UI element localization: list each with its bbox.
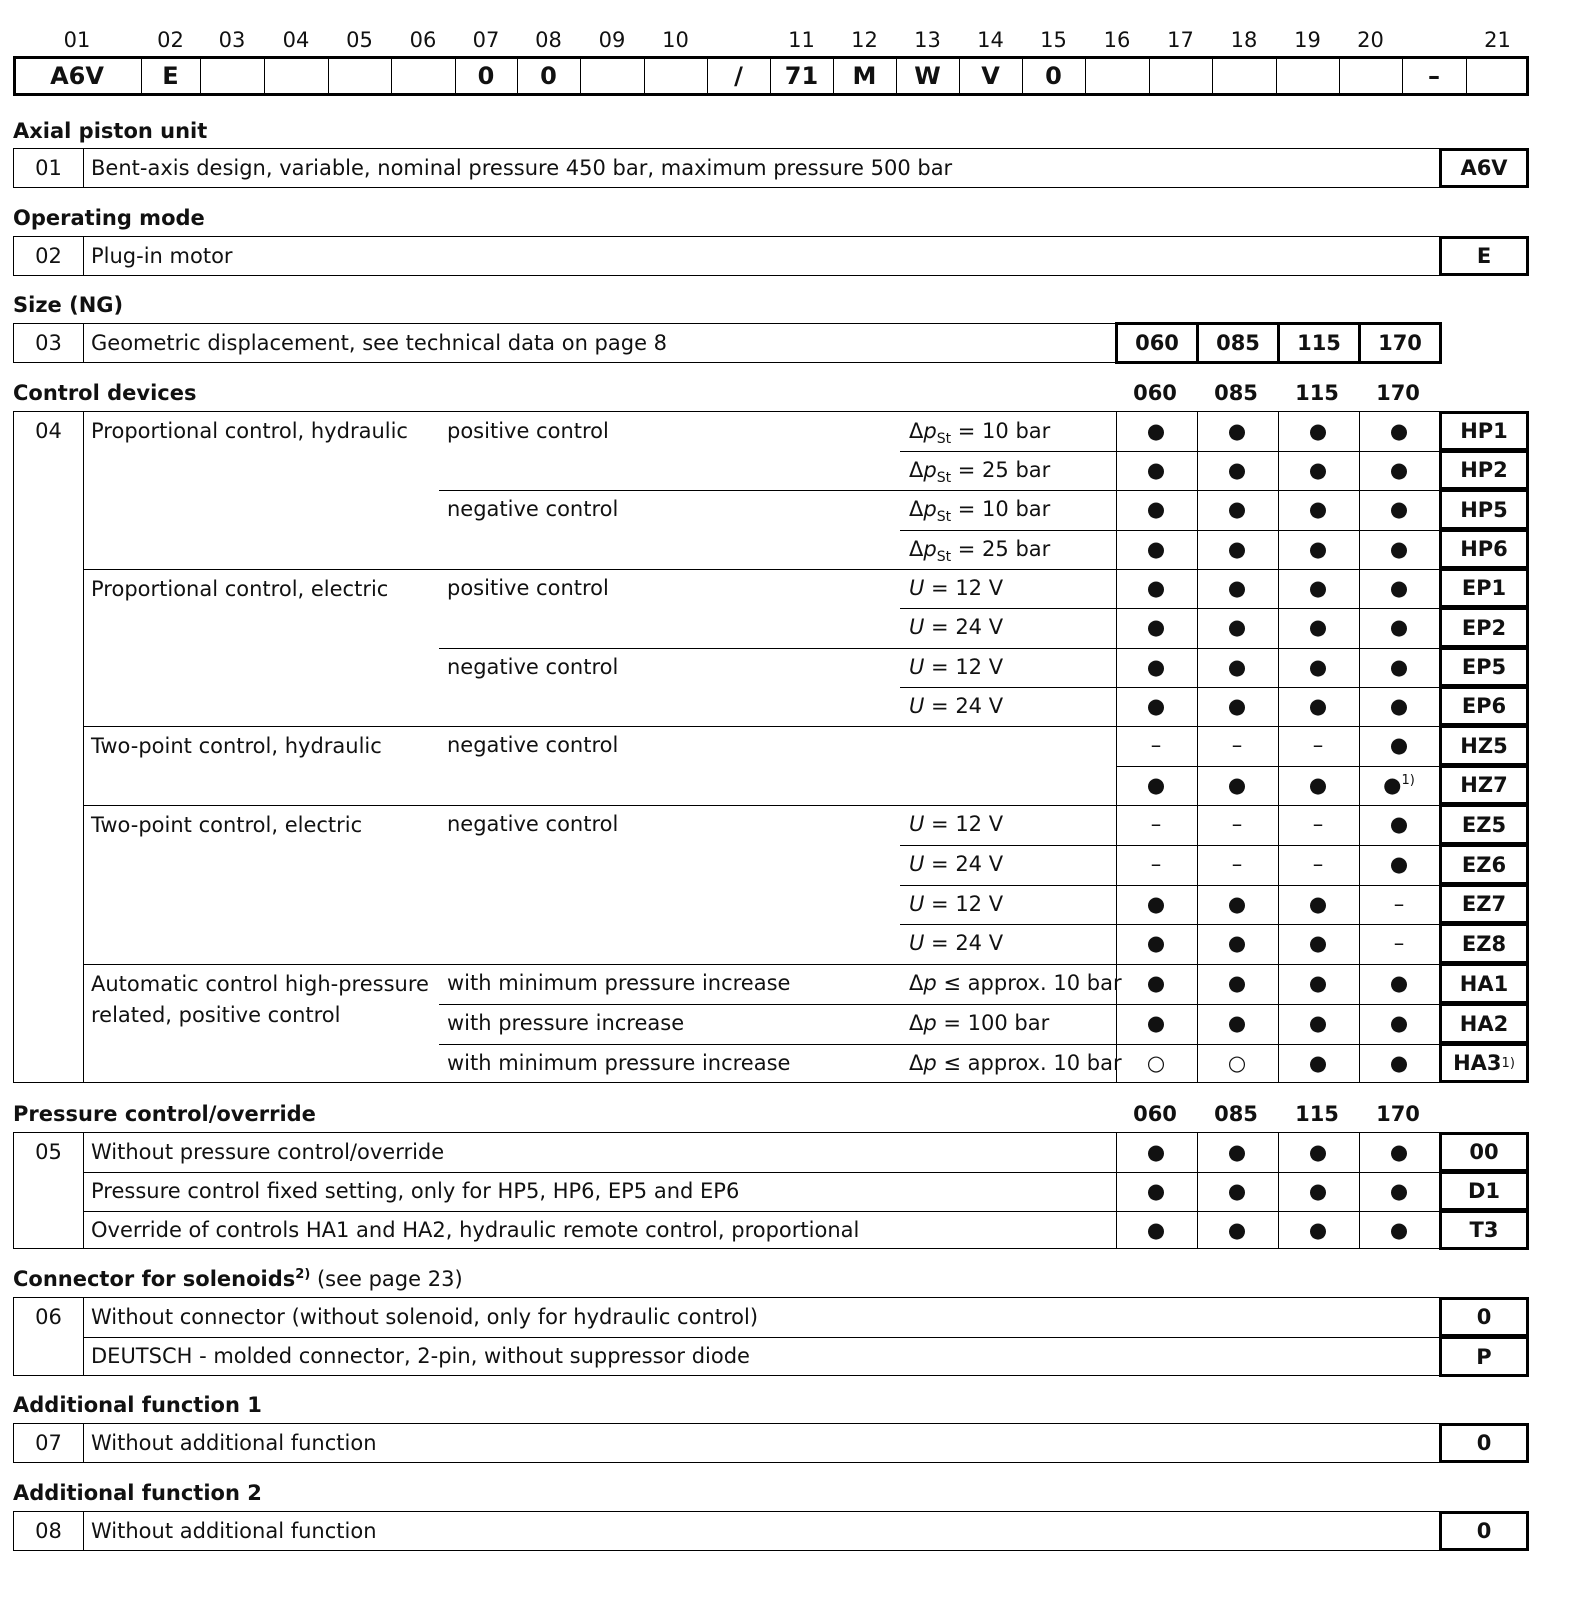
option-code-hp5: HP5 (1439, 489, 1529, 530)
availability-mark: ● (1389, 812, 1409, 836)
availability-mark: ● (1227, 971, 1247, 995)
row-number: 03 (35, 331, 62, 355)
availability-mark: – (1312, 812, 1324, 836)
size-column-header: 170 (1376, 1102, 1420, 1126)
position-number: 19 (1294, 28, 1321, 52)
row-number: 05 (35, 1140, 62, 1164)
availability-mark: ● (1227, 497, 1247, 521)
availability-mark: ● (1389, 576, 1409, 600)
availability-mark: ● (1308, 773, 1328, 797)
row-text: Plug-in motor (91, 244, 233, 268)
position-number: 07 (472, 28, 500, 52)
size-column-header: 170 (1376, 381, 1420, 405)
group-label-prop-electric: Proportional control, electric (91, 577, 389, 601)
position-number: 21 (1484, 28, 1511, 52)
type-code-cell: E (162, 62, 179, 90)
availability-mark: ● (1227, 458, 1247, 482)
availability-mark: – (1150, 812, 1162, 836)
group-label-automatic-line2: related, positive control (91, 1003, 341, 1027)
row-number: 08 (35, 1519, 62, 1543)
availability-mark: ● (1227, 655, 1247, 679)
row-text: Without additional function (91, 1519, 377, 1543)
availability-mark: ● (1308, 655, 1328, 679)
control-condition: U = 24 V (909, 931, 1004, 955)
availability-mark: ● (1146, 655, 1166, 679)
option-code-hp2: HP2 (1439, 450, 1529, 490)
availability-mark: ● (1389, 971, 1409, 995)
group-label-prop-hydraulic: Proportional control, hydraulic (91, 419, 408, 443)
control-condition: $\Delta p_{St} = 10$ bar (909, 497, 1051, 526)
connector-option-text: DEUTSCH - molded connector, 2-pin, without suppressor diode (91, 1344, 750, 1368)
section-title-add1: Additional function 1 (13, 1393, 262, 1417)
control-subtype: negative control (447, 733, 619, 757)
availability-mark: – (1312, 733, 1324, 757)
option-code-ha3: HA3 1) (1439, 1043, 1529, 1083)
size-column-header: 115 (1295, 1102, 1339, 1126)
availability-mark: – (1231, 852, 1243, 876)
size-column-header: 085 (1214, 1102, 1258, 1126)
availability-mark: ● (1146, 694, 1166, 718)
group-label-twopoint-hydraulic: Two-point control, hydraulic (91, 734, 382, 758)
availability-mark: ● (1308, 458, 1328, 482)
size-column-header: 060 (1133, 381, 1177, 405)
option-code-ha1: HA1 (1439, 963, 1529, 1004)
option-code-connector: P (1439, 1336, 1529, 1377)
availability-mark: ● (1389, 694, 1409, 718)
availability-mark: ● (1389, 852, 1409, 876)
availability-mark: ● (1146, 497, 1166, 521)
availability-mark: ● (1146, 773, 1166, 797)
position-number: 16 (1103, 28, 1131, 52)
position-number: 03 (218, 28, 246, 52)
availability-mark: ● (1146, 615, 1166, 639)
position-number: 02 (157, 28, 184, 52)
type-code-cell: / (734, 62, 743, 90)
size-option-115: 115 (1277, 322, 1361, 364)
section-title-axial: Axial piston unit (13, 119, 208, 143)
option-code: 0 (1439, 1511, 1529, 1551)
control-condition: $\Delta p_{St} = 25$ bar (909, 458, 1051, 487)
type-code-cell: – (1428, 62, 1440, 90)
type-code-cell: A6V (50, 62, 104, 90)
availability-mark: ● (1389, 1011, 1409, 1035)
availability-mark: ● (1308, 1218, 1328, 1242)
type-code-cell (1212, 59, 1276, 93)
section-title-pressure: Pressure control/override (13, 1102, 316, 1126)
availability-mark: ● (1146, 1140, 1166, 1164)
option-code-ez5: EZ5 (1439, 804, 1529, 845)
availability-mark: ● (1389, 1179, 1409, 1203)
row-number: 02 (35, 244, 62, 268)
availability-mark: ● (1389, 1140, 1409, 1164)
type-code-cell (1276, 59, 1339, 93)
option-code-d1: D1 (1439, 1171, 1529, 1211)
availability-mark: – (1231, 733, 1243, 757)
availability-mark: ● (1308, 576, 1328, 600)
availability-mark: ● (1146, 576, 1166, 600)
option-code: 0 (1439, 1423, 1529, 1463)
availability-mark: ● (1227, 576, 1247, 600)
availability-mark: ● (1389, 733, 1409, 757)
availability-mark: ○ (1146, 1051, 1166, 1075)
control-subtype: positive control (447, 419, 609, 443)
size-option-170: 170 (1358, 322, 1442, 364)
availability-mark: – (1231, 812, 1243, 836)
table-add2 (13, 1511, 1440, 1551)
position-number: 04 (282, 28, 310, 52)
type-code-cell (644, 59, 707, 93)
availability-mark: ● (1389, 615, 1409, 639)
type-code-cell (1466, 59, 1529, 93)
type-code-cell: 0 (1045, 62, 1062, 90)
size-option-060: 060 (1115, 322, 1199, 364)
table-control-devices (13, 411, 1440, 1083)
size-option-085: 085 (1196, 322, 1280, 364)
control-subtype: with minimum pressure increase (447, 1051, 791, 1075)
availability-mark: ● (1227, 1140, 1247, 1164)
position-number: 06 (409, 28, 437, 52)
pressure-option-text: Override of controls HA1 and HA2, hydraulic remote control, proportional (91, 1218, 860, 1242)
availability-mark: ● (1308, 1179, 1328, 1203)
control-condition: Δp ≤ approx. 10 bar (909, 971, 1122, 995)
control-condition: U = 24 V (909, 852, 1004, 876)
availability-mark: ● (1227, 1218, 1247, 1242)
control-condition: Δp = 100 bar (909, 1011, 1050, 1035)
option-code-00: 00 (1439, 1132, 1529, 1172)
availability-mark: ● (1146, 892, 1166, 916)
option-code: A6V (1439, 148, 1529, 188)
row-number: 04 (35, 419, 62, 443)
row-number: 07 (35, 1431, 62, 1455)
availability-mark: ● (1389, 1218, 1409, 1242)
control-condition: Δp ≤ approx. 10 bar (909, 1051, 1122, 1075)
type-code-box (13, 56, 1529, 96)
type-code-cell (200, 59, 264, 93)
type-code-cell: M (852, 62, 877, 90)
section-title-connector: Connector for solenoids$^{2)}$ (see page 23) (13, 1267, 463, 1291)
row-text: Bent-axis design, variable, nominal pressure 450 bar, maximum pressure 500 bar (91, 156, 953, 180)
type-code-cell (391, 59, 455, 93)
availability-mark: ● (1146, 931, 1166, 955)
availability-mark: ● (1227, 773, 1247, 797)
option-code-ha2: HA2 (1439, 1003, 1529, 1044)
option-code-t3: T3 (1439, 1210, 1529, 1250)
control-condition: U = 24 V (909, 615, 1004, 639)
position-number: 18 (1230, 28, 1258, 52)
availability-mark: ● (1308, 694, 1328, 718)
group-label-automatic-line1: Automatic control high-pressure (91, 972, 429, 996)
availability-mark: ● (1389, 1051, 1409, 1075)
availability-mark: ● (1146, 458, 1166, 482)
position-number: 17 (1167, 28, 1194, 52)
position-number: 14 (977, 28, 1004, 52)
row-number: 06 (35, 1305, 62, 1329)
position-number: 15 (1040, 28, 1067, 52)
availability-mark: ● (1146, 1011, 1166, 1035)
row-number: 01 (35, 156, 62, 180)
availability-mark: ● (1227, 419, 1247, 443)
availability-mark: ● (1308, 1140, 1328, 1164)
table-add1 (13, 1423, 1440, 1463)
availability-mark: ● (1389, 497, 1409, 521)
availability-mark: ○ (1227, 1051, 1247, 1075)
option-code-ep1: EP1 (1439, 568, 1529, 608)
option-code-ez8: EZ8 (1439, 923, 1529, 964)
type-code-cell (1149, 59, 1212, 93)
availability-mark: – (1393, 931, 1405, 955)
table-connector (13, 1297, 1440, 1376)
position-number: 09 (598, 28, 626, 52)
availability-mark: ● (1389, 655, 1409, 679)
control-condition: $\Delta p_{St} = 25$ bar (909, 537, 1051, 566)
availability-mark: – (1150, 852, 1162, 876)
control-subtype: with minimum pressure increase (447, 971, 791, 995)
availability-mark: ● (1146, 971, 1166, 995)
table-size (13, 323, 1116, 363)
type-code-cell: 0 (477, 62, 495, 90)
position-number: 13 (914, 28, 941, 52)
availability-mark: ● (1227, 931, 1247, 955)
type-code-cell (1085, 59, 1149, 93)
control-condition: U = 12 V (909, 576, 1004, 600)
control-subtype: negative control (447, 655, 619, 679)
option-code-ep5: EP5 (1439, 647, 1529, 687)
option-code-hp1: HP1 (1439, 411, 1529, 451)
row-text: Geometric displacement, see technical data on page 8 (91, 331, 668, 355)
availability-mark: ● (1146, 537, 1166, 561)
availability-mark: ● (1308, 1011, 1328, 1035)
availability-mark: ● (1308, 615, 1328, 639)
availability-mark: ● (1227, 615, 1247, 639)
table-axial (13, 148, 1440, 188)
option-code-ep6: EP6 (1439, 686, 1529, 726)
control-condition: U = 12 V (909, 892, 1004, 916)
table-operating (13, 236, 1440, 276)
size-column-header: 085 (1214, 381, 1258, 405)
option-code-connector: 0 (1439, 1297, 1529, 1337)
availability-mark: ● (1227, 1179, 1247, 1203)
availability-mark: ● (1227, 694, 1247, 718)
availability-mark: ● (1146, 1179, 1166, 1203)
option-code-hz5: HZ5 (1439, 725, 1529, 766)
availability-mark: ● (1227, 537, 1247, 561)
type-code-cell (328, 59, 391, 93)
pressure-option-text: Without pressure control/override (91, 1140, 445, 1164)
option-code-hp6: HP6 (1439, 529, 1529, 569)
option-code-ep2: EP2 (1439, 607, 1529, 648)
section-title-control: Control devices (13, 381, 197, 405)
type-code-cell: W (914, 62, 941, 90)
type-code-cell: 71 (784, 62, 819, 90)
section-title-add2: Additional function 2 (13, 1481, 262, 1505)
availability-mark: ● (1227, 892, 1247, 916)
availability-mark: ● (1146, 419, 1166, 443)
control-condition: U = 12 V (909, 812, 1004, 836)
availability-mark: ● (1308, 419, 1328, 443)
option-code-ez7: EZ7 (1439, 884, 1529, 924)
availability-mark: ● (1389, 419, 1409, 443)
size-column-header: 115 (1295, 381, 1339, 405)
type-code-cell (264, 59, 328, 93)
availability-mark: ● (1389, 458, 1409, 482)
control-subtype: positive control (447, 576, 609, 600)
type-code-cell (580, 59, 644, 93)
position-number: 20 (1357, 28, 1384, 52)
availability-mark: ●$^{1)}$ (1383, 773, 1415, 797)
control-subtype: negative control (447, 812, 619, 836)
control-subtype: with pressure increase (447, 1011, 685, 1035)
availability-mark: ● (1308, 971, 1328, 995)
position-number: 11 (788, 28, 815, 52)
position-number: 05 (346, 28, 373, 52)
availability-mark: ● (1227, 1011, 1247, 1035)
availability-mark: – (1393, 892, 1405, 916)
type-code-cell: 0 (540, 62, 557, 90)
section-title-size: Size (NG) (13, 293, 124, 317)
availability-mark: ● (1389, 537, 1409, 561)
availability-mark: ● (1308, 892, 1328, 916)
position-number: 01 (63, 28, 91, 52)
position-number: 10 (662, 28, 689, 52)
group-label-twopoint-electric: Two-point control, electric (91, 813, 363, 837)
control-condition: U = 12 V (909, 655, 1004, 679)
table-pressure-control (13, 1132, 1440, 1249)
pressure-option-text: Pressure control fixed setting, only for HP5, HP6, EP5 and EP6 (91, 1179, 740, 1203)
type-code-cell (1339, 59, 1402, 93)
row-text: Without additional function (91, 1431, 377, 1455)
option-code-hz7: HZ7 (1439, 765, 1529, 805)
availability-mark: ● (1308, 931, 1328, 955)
control-condition: $\Delta p_{St} = 10$ bar (909, 419, 1051, 448)
availability-mark: – (1312, 852, 1324, 876)
section-title-operating: Operating mode (13, 206, 205, 230)
availability-mark: ● (1308, 537, 1328, 561)
availability-mark: ● (1146, 1218, 1166, 1242)
control-condition: U = 24 V (909, 694, 1004, 718)
option-code-ez6: EZ6 (1439, 844, 1529, 885)
availability-mark: ● (1308, 1051, 1328, 1075)
type-code-cell: V (981, 62, 1000, 90)
position-number: 08 (535, 28, 562, 52)
availability-mark: – (1150, 733, 1162, 757)
option-code: E (1439, 236, 1529, 276)
position-number: 12 (851, 28, 878, 52)
size-column-header: 060 (1133, 1102, 1177, 1126)
connector-option-text: Without connector (without solenoid, only for hydraulic control) (91, 1305, 759, 1329)
control-subtype: negative control (447, 497, 619, 521)
availability-mark: ● (1308, 497, 1328, 521)
